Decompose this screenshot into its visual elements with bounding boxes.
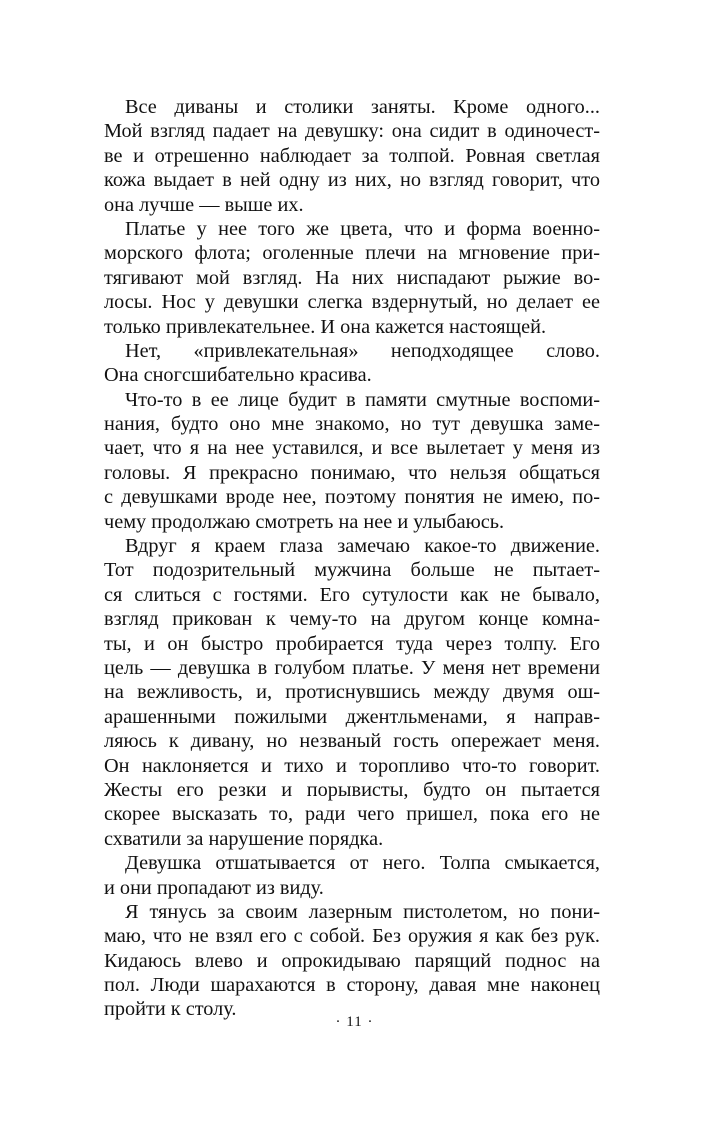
text-line: Вдруг я краем глаза замечаю какое-то движение.: [125, 535, 600, 558]
text-line: пол. Люди шарахаются в сторону, давая мне наконец: [104, 974, 600, 997]
page-number: · 11 ·: [335, 1014, 374, 1030]
text-line: тягивают мой взгляд. На них ниспадают рыжие во-: [104, 266, 600, 289]
text-line: Жесты его резки и порывисты, будто он пытается: [104, 778, 600, 801]
text-line: цель — девушка в голубом платье. У меня нет времени: [104, 656, 600, 679]
text-line: ляюсь к дивану, но незваный гость опережает меня.: [104, 730, 600, 753]
text-line: взгляд прикован к чему-то на другом конце комна-: [104, 608, 600, 631]
text-line: ся слиться с гостями. Его сутулости как не бывало,: [104, 583, 600, 606]
text-line: Девушка отшатывается от него. Толпа смыкается,: [125, 852, 600, 875]
text-line: Что-то в ее лице будит в памяти смутные воспоми-: [125, 388, 600, 411]
text-line: с девушками вроде нее, поэтому понятия не имею, по-: [104, 486, 600, 509]
text-line: Все диваны и столики заняты. Кроме одного...: [125, 96, 600, 118]
text-line: головы. Я прекрасно понимаю, что нельзя общаться: [104, 461, 600, 484]
text-line: морского флота; оголенные плечи на мгновение при-: [104, 242, 600, 265]
text-line: она лучше — выше их.: [104, 193, 304, 216]
body-text: [104, 95, 600, 1022]
text-line: Нет, «привлекательная» неподходящее слово.: [125, 339, 600, 362]
text-line: Мой взгляд падает на девушку: она сидит в одиночест-: [104, 120, 600, 143]
text-line: Он наклоняется и тихо и торопливо что-то говорит.: [104, 754, 600, 777]
text-line: кожа выдает в ней одну из них, но взгляд говорит, что: [104, 169, 600, 192]
text-line: Она сногсшибательно красива.: [104, 364, 372, 387]
text-line: и они пропадают из виду.: [104, 876, 324, 899]
text-line: скорее высказать то, ради чего пришел, пока его не: [104, 803, 600, 826]
text-line: Тот подозрительный мужчина больше не пытает-: [104, 559, 600, 582]
text-line: на вежливость, и, протиснувшись между двумя ош-: [104, 681, 600, 704]
text-line: лосы. Нос у девушки слегка вздернутый, но делает ее: [104, 291, 600, 314]
text-line: чает, что я на нее уставился, и все вылетает у меня из: [104, 437, 600, 460]
text-line: пройти к столу.: [104, 998, 237, 1021]
text-line: Я тянусь за своим лазерным пистолетом, но пони-: [125, 900, 600, 923]
text-line: ты, и он быстро пробирается туда через толпу. Его: [104, 632, 600, 655]
text-line: ве и отрешенно наблюдает за толпой. Ровная светлая: [104, 144, 600, 167]
text-line: Кидаюсь влево и опрокидываю парящий поднос на: [104, 949, 600, 972]
text-line: чему продолжаю смотреть на нее и улыбаюсь.: [104, 510, 505, 533]
text-line: Платье у нее того же цвета, что и форма военно-: [125, 217, 600, 240]
text-line: арашенными пожилыми джентльменами, я направ-: [104, 705, 600, 728]
text-line: только привлекательнее. И она кажется настоящей.: [104, 315, 547, 338]
text-line: маю, что не взял его с собой. Без оружия я как без рук.: [104, 925, 600, 948]
text-line: нания, будто оно мне знакомо, но тут девушка заме-: [104, 413, 600, 436]
text-line: схватили за нарушение порядка.: [104, 827, 384, 850]
